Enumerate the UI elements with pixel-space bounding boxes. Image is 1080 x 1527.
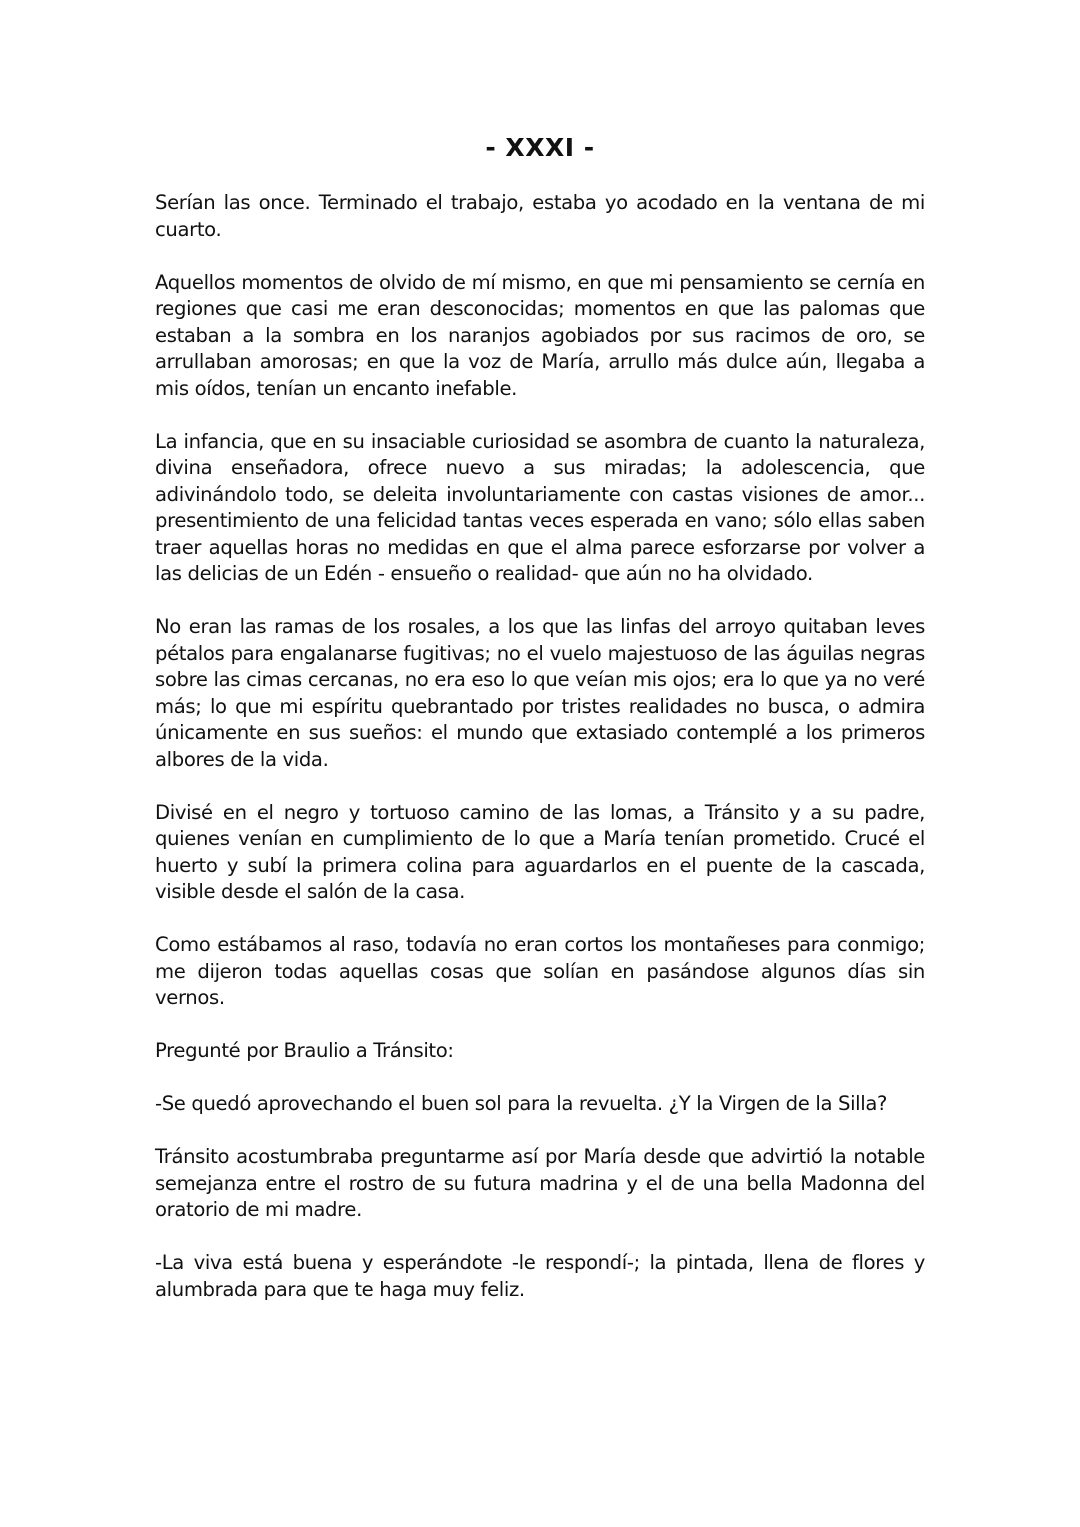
paragraph-4: No eran las ramas de los rosales, a los que las linfas del arroyo quitaban leves pétalos para engalanarse fugitivas; no el vuelo majestuoso de las águilas negras sobre las cimas cercanas, no era eso lo que veían mis ojos; era lo que ya no veré más; lo que mi espíritu quebrantado por tristes realidades no busca, o admira únicamente en sus sueños: el mundo que extasiado contemplé a los primeros albores de la vida.	[155, 615, 925, 771]
paragraph-10: -La viva está buena y esperándote -le respondí-; la pintada, llena de flores y alumbrada para que te haga muy feliz.	[155, 1251, 925, 1301]
chapter-body	[155, 190, 925, 1330]
paragraph-6: Como estábamos al raso, todavía no eran cortos los montañeses para conmigo; me dijeron todas aquellas cosas que solían en pasándose algunos días sin vernos.	[155, 933, 925, 1009]
paragraph-3: La infancia, que en su insaciable curiosidad se asombra de cuanto la naturaleza, divina enseñadora, ofrece nuevo a sus miradas; la adolescencia, que adivinándolo todo, se deleita involuntariamente con castas visiones de amor... presentimiento de una felicidad tantas veces esperada en vano; sólo ellas saben traer aquellas horas no medidas en que el alma parece esforzarse por volver a las delicias de un Edén - ensueño o realidad- que aún no ha olvidado.	[155, 429, 925, 585]
paragraph-8: -Se quedó aprovechando el buen sol para la revuelta. ¿Y la Virgen de la Silla?	[155, 1092, 888, 1115]
paragraph-1: Serían las once. Terminado el trabajo, estaba yo acodado en la ventana de mi cuarto.	[155, 191, 925, 241]
paragraph-5: Divisé en el negro y tortuoso camino de las lomas, a Tránsito y a su padre, quienes venían en cumplimiento de lo que a María tenían prometido. Crucé el huerto y subí la primera colina para aguardarlos en el puente de la cascada, visible desde el salón de la casa.	[155, 800, 925, 903]
paragraph-9: Tránsito acostumbraba preguntarme así por María desde que advirtió la notable semejanza entre el rostro de su futura madrina y el de una bella Madonna del oratorio de mi madre.	[155, 1145, 925, 1221]
chapter-title: - XXXI -	[485, 133, 595, 162]
paragraph-7: Pregunté por Braulio a Tránsito:	[155, 1039, 454, 1062]
paragraph-2: Aquellos momentos de olvido de mí mismo, en que mi pensamiento se cernía en regiones que casi me eran desconocidas; momentos en que las palomas que estaban a la sombra en los naranjos agobiados por sus racimos de oro, se arrullaban amorosas; en que la voz de María, arrullo más dulce aún, llegaba a mis oídos, tenían un encanto inefable.	[155, 270, 925, 400]
